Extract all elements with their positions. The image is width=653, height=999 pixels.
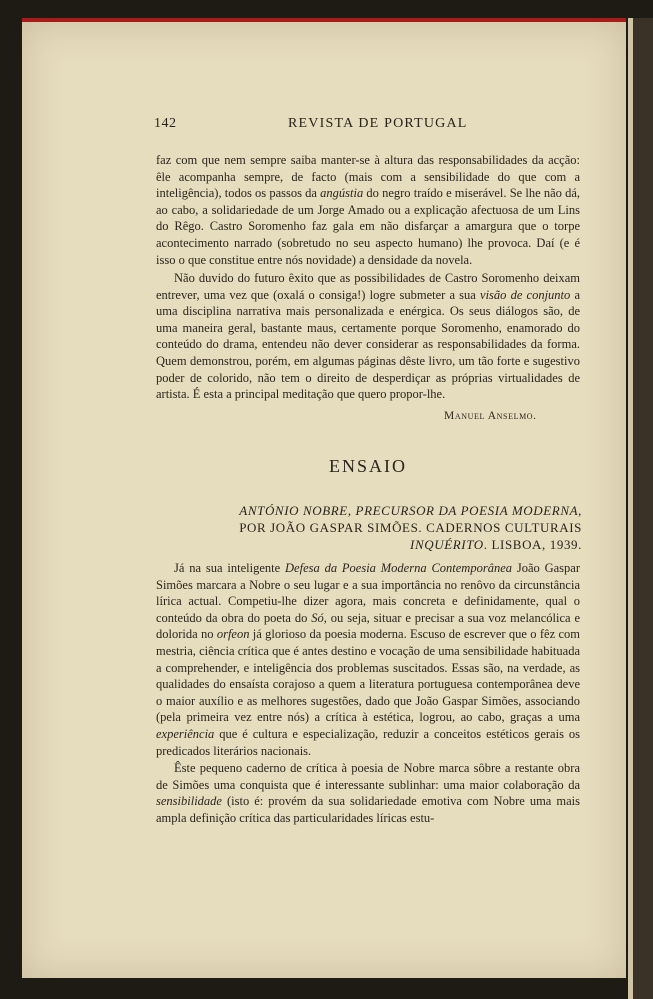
review-paragraph-2 bbox=[156, 270, 580, 403]
text-run: faz com que nem sempre saiba manter-se à altura das responsabilidades da acção: êle acompanha sempre, de facto (mais com a sensibilidade do que com a inteligência), todos os passos da bbox=[156, 153, 580, 201]
subtitle-italic: ANTÓNIO NOBRE, PRECURSOR DA POESIA MODERNA, bbox=[239, 503, 582, 518]
text-run: do negro traído e miserável. Se lhe não dá, ao cabo, a solidariedade de um Jorge Amado ou a explicação afectuosa de um Lins do Rêgo. Castro Soromenho faz gala em não disfarçar a amargura que o torpe acontecimento narrado (sobretudo no seu aspecto humano) lhe provoca. Daí (e é isso o que constitue entre nós novidade) a densidade da novela. bbox=[156, 186, 580, 267]
text-run: , ou seja, situar e precisar a sua voz melancólica e dolorida no bbox=[156, 610, 580, 642]
text-run: que é cultura e especialização, reduzir a conceitos estéticos gerais os predicados literários nacionais. bbox=[156, 726, 580, 758]
italic-term: sensibilidade bbox=[156, 794, 222, 809]
text-run: (isto é: provém da sua solidariedade emotiva com Nobre uma mais ampla definição crítica das particularidades líricas estu- bbox=[156, 794, 580, 825]
text-run: Já na sua inteligente bbox=[174, 561, 286, 575]
italic-term: Só bbox=[311, 610, 324, 625]
essay-paragraph-2 bbox=[156, 760, 580, 826]
text-run: Êste pequeno caderno de crítica à poesia de Nobre marca sôbre a restante obra de Simões uma conquista que é interessante sublinhar: uma maior colaboração da bbox=[156, 761, 580, 792]
author-signature: Manuel Anselmo. bbox=[444, 410, 537, 422]
essay-subtitle bbox=[236, 502, 582, 553]
review-paragraph-1 bbox=[156, 152, 580, 268]
page-number: 142 bbox=[154, 116, 177, 131]
text-run: a uma disciplina narrativa mais personalizada e enérgica. Os seus diálogos são, de uma maneira geral, bastante maus, certamente porque Soromenho, enamorado do conteúdo do drama, entendeu não dever considerar as responsabilidades da forma. Quem demonstrou, porém, em algumas páginas dêste livro, um tão forte e sugestivo poder de colorido, não tem o direito de desperdiçar as próprias virtualidades de artista. É esta a principal meditação que quero propor-lhe. bbox=[156, 287, 580, 402]
text-run: Não duvido do futuro êxito que as possibilidades de Castro Soromenho deixam entrever, uma vez que (oxalá o consiga!) logre submeter a sua bbox=[156, 271, 580, 302]
italic-term: Defesa da Poesia Moderna Contemporânea bbox=[285, 561, 512, 575]
text-run: já glorioso da poesia moderna. Escuso de escrever que o fêz com mestria, ciência crítica que é antes destino e vocação de uma sensibilidade habituada a comprehender, e inteligência dos problemas suscitados. Essas são, na verdade, as qualidades do ensaísta corajoso a quem a literatura portuguesa contemporânea deve o maior auxílio e as melhores sugestões, dado que João Gaspar Simões, associando (pela primeira vez entre nós) a crítica à estética, logrou, ao cabo, graças a uma bbox=[156, 627, 580, 725]
italic-term: orfeon bbox=[216, 627, 250, 642]
essay-paragraph-1 bbox=[156, 560, 580, 759]
section-title: ENSAIO bbox=[329, 456, 407, 476]
italic-term: experiência bbox=[156, 726, 215, 741]
text-run: João Gaspar Simões marcara a Nobre o seu lugar e a sua importância no renôvo da circunstância lírica actual. Competiu-lhe dizer agora, mais concreta e definidamente, qual o conteúdo da obra do poeta do bbox=[156, 561, 580, 625]
subtitle-text: . LISBOA, 1939. bbox=[483, 537, 582, 552]
italic-term: visão de conjunto bbox=[480, 287, 571, 302]
subtitle-italic: INQUÉRITO bbox=[410, 537, 484, 552]
italic-term: angústia bbox=[320, 186, 364, 201]
book-binding-shadow bbox=[633, 18, 653, 999]
subtitle-text: POR JOÃO GASPAR SIMÕES. CADERNOS CULTURAIS bbox=[239, 520, 582, 535]
journal-title: REVISTA DE PORTUGAL bbox=[288, 116, 468, 131]
